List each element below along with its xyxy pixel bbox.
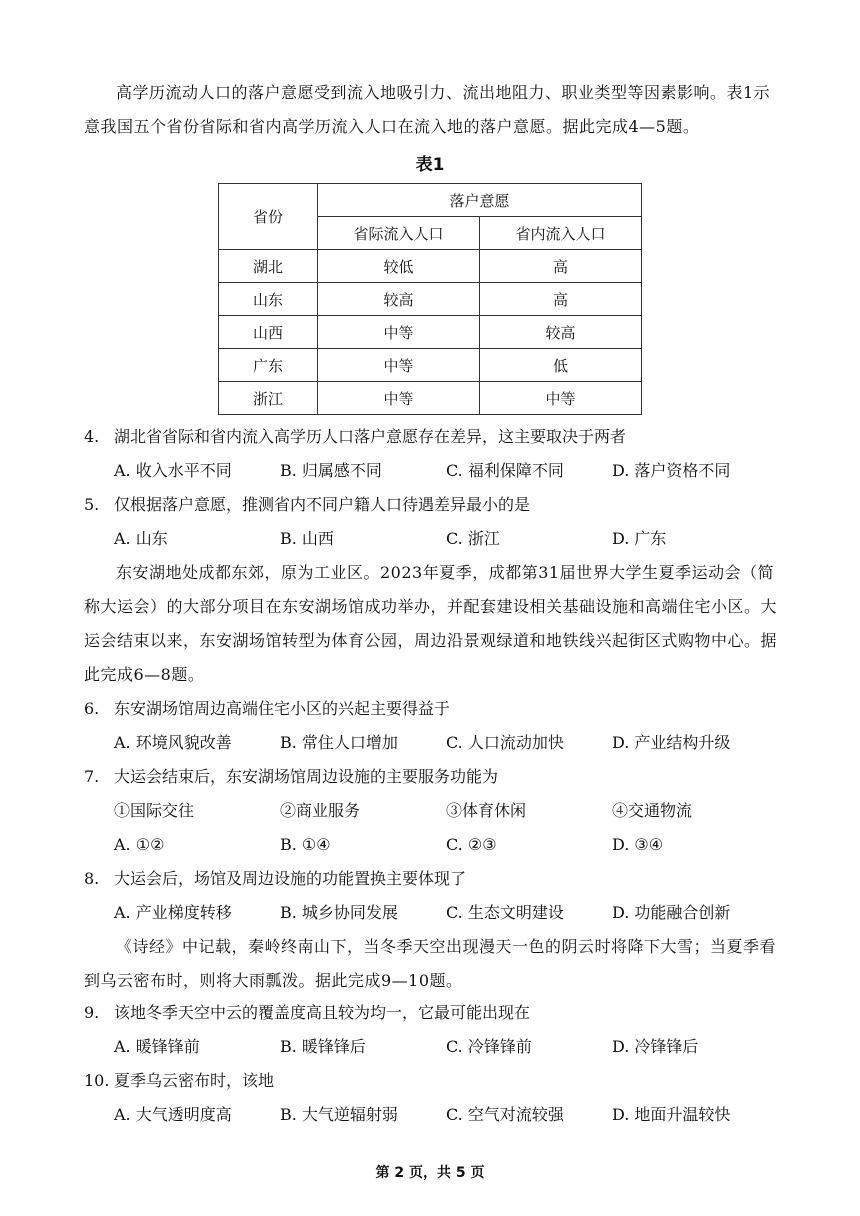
choice-item: ①国际交往 bbox=[114, 801, 195, 820]
cell-province: 广东 bbox=[219, 349, 318, 382]
header-province: 省份 bbox=[219, 184, 318, 250]
option-c[interactable]: C. 生态文明建设 bbox=[446, 903, 564, 922]
header-inter-provincial: 省际流入人口 bbox=[318, 217, 480, 250]
option-a[interactable]: A. 收入水平不同 bbox=[114, 461, 232, 480]
option-b[interactable]: B. 大气逆辐射弱 bbox=[280, 1105, 398, 1124]
header-intra-provincial: 省内流入人口 bbox=[480, 217, 642, 250]
cell-province: 浙江 bbox=[219, 382, 318, 415]
cell-intra: 高 bbox=[480, 283, 642, 316]
cell-inter: 中等 bbox=[318, 316, 480, 349]
cell-province: 山东 bbox=[219, 283, 318, 316]
question-stem: 湖北省省际和省内流入高学历人口落户意愿存在差异，这主要取决于两者 bbox=[114, 427, 627, 446]
option-c[interactable]: C. 冷锋锋前 bbox=[446, 1037, 532, 1056]
question-stem: 夏季乌云密布时，该地 bbox=[114, 1071, 275, 1090]
table-row bbox=[219, 316, 642, 349]
option-c[interactable]: C. 空气对流较强 bbox=[446, 1105, 564, 1124]
option-c[interactable]: C. 人口流动加快 bbox=[446, 733, 564, 752]
question-stem: 大运会后，场馆及周边设施的功能置换主要体现了 bbox=[114, 869, 467, 888]
header-settlement-willingness: 落户意愿 bbox=[318, 184, 642, 217]
choice-item: ④交通物流 bbox=[612, 801, 693, 820]
question-8 bbox=[84, 862, 804, 896]
question-10-options bbox=[114, 1098, 814, 1132]
table-row bbox=[219, 349, 642, 382]
cell-inter: 较低 bbox=[318, 250, 480, 283]
question-5 bbox=[84, 488, 804, 522]
question-stem: 东安湖场馆周边高端住宅小区的兴起主要得益于 bbox=[114, 699, 451, 718]
intro-passage-2: 东安湖地处成都东郊，原为工业区。2023年夏季，成都第31届世界大学生夏季运动会（简称大运会）的大部分项目在东安湖场馆成功举办，并配套建设相关基础设施和高端住宅小区。大运会结束以来，东安湖场馆转型为体育公园，周边沿景观绿道和地铁线兴起街区式购物中心。据此完成6—8题。 bbox=[84, 563, 778, 684]
option-a[interactable]: A. 环境风貌改善 bbox=[114, 733, 232, 752]
question-4 bbox=[84, 420, 804, 454]
option-d[interactable]: D. 产业结构升级 bbox=[612, 733, 731, 752]
option-b[interactable]: B. 暖锋锋后 bbox=[280, 1037, 366, 1056]
question-7-options bbox=[114, 828, 814, 862]
cell-inter: 中等 bbox=[318, 382, 480, 415]
question-10 bbox=[84, 1064, 804, 1098]
question-4-options bbox=[114, 454, 814, 488]
cell-intra: 高 bbox=[480, 250, 642, 283]
option-d[interactable]: D. 地面升温较快 bbox=[612, 1105, 731, 1124]
cell-province: 山西 bbox=[219, 316, 318, 349]
option-a[interactable]: A. ①② bbox=[114, 835, 165, 854]
option-b[interactable]: B. 城乡协同发展 bbox=[280, 903, 398, 922]
option-a[interactable]: A. 产业梯度转移 bbox=[114, 903, 232, 922]
question-9-options bbox=[114, 1030, 814, 1064]
option-d[interactable]: D. 冷锋锋后 bbox=[612, 1037, 699, 1056]
option-a[interactable]: A. 山东 bbox=[114, 529, 168, 548]
question-number: 4. bbox=[84, 427, 100, 446]
choice-item: ②商业服务 bbox=[280, 801, 361, 820]
choice-item: ③体育休闲 bbox=[446, 801, 527, 820]
option-d[interactable]: D. 落户资格不同 bbox=[612, 461, 731, 480]
question-stem: 大运会结束后，东安湖场馆周边设施的主要服务功能为 bbox=[114, 767, 499, 786]
settlement-willingness-table bbox=[218, 183, 642, 415]
question-9 bbox=[84, 996, 804, 1030]
question-number: 7. bbox=[84, 767, 100, 786]
option-d[interactable]: D. ③④ bbox=[612, 835, 664, 854]
cell-intra: 中等 bbox=[480, 382, 642, 415]
intro-passage-3: 《诗经》中记载，秦岭终南山下，当冬季天空出现漫天一色的阴云时将降下大雪；当夏季看到乌云密布时，则将大雨瓢泼。据此完成9—10题。 bbox=[84, 937, 777, 990]
question-7 bbox=[84, 760, 804, 794]
question-6 bbox=[84, 692, 804, 726]
question-number: 5. bbox=[84, 495, 100, 514]
question-8-options bbox=[114, 896, 814, 930]
question-5-options bbox=[114, 522, 814, 556]
cell-province: 湖北 bbox=[219, 250, 318, 283]
table-header-row bbox=[219, 184, 642, 217]
table-caption: 表1 bbox=[415, 155, 445, 175]
table-row bbox=[219, 250, 642, 283]
option-c[interactable]: C. 浙江 bbox=[446, 529, 500, 548]
option-a[interactable]: A. 大气透明度高 bbox=[114, 1105, 232, 1124]
option-d[interactable]: D. 广东 bbox=[612, 529, 667, 548]
intro-passage-1: 高学历流动人口的落户意愿受到流入地吸引力、流出地阻力、职业类型等因素影响。表1示意我国五个省份省际和省内高学历流入人口在流入地的落户意愿。据此完成4—5题。 bbox=[84, 83, 771, 136]
option-b[interactable]: B. ①④ bbox=[280, 835, 331, 854]
page-footer: 第 2 页，共 5 页 bbox=[375, 1165, 485, 1181]
question-number: 9. bbox=[84, 1003, 100, 1022]
question-number: 8. bbox=[84, 869, 100, 888]
option-d[interactable]: D. 功能融合创新 bbox=[612, 903, 731, 922]
cell-intra: 较高 bbox=[480, 316, 642, 349]
option-c[interactable]: C. ②③ bbox=[446, 835, 497, 854]
question-7-items bbox=[114, 794, 814, 828]
cell-inter: 中等 bbox=[318, 349, 480, 382]
question-number: 6. bbox=[84, 699, 100, 718]
question-stem: 该地冬季天空中云的覆盖度高且较为均一，它最可能出现在 bbox=[114, 1003, 531, 1022]
table-row bbox=[219, 382, 642, 415]
table-row bbox=[219, 283, 642, 316]
question-stem: 仅根据落户意愿，推测省内不同户籍人口待遇差异最小的是 bbox=[114, 495, 531, 514]
option-b[interactable]: B. 归属感不同 bbox=[280, 461, 382, 480]
question-number: 10. bbox=[84, 1071, 110, 1090]
question-6-options bbox=[114, 726, 814, 760]
option-c[interactable]: C. 福利保障不同 bbox=[446, 461, 564, 480]
option-b[interactable]: B. 常住人口增加 bbox=[280, 733, 398, 752]
cell-inter: 较高 bbox=[318, 283, 480, 316]
option-b[interactable]: B. 山西 bbox=[280, 529, 334, 548]
cell-intra: 低 bbox=[480, 349, 642, 382]
option-a[interactable]: A. 暖锋锋前 bbox=[114, 1037, 200, 1056]
